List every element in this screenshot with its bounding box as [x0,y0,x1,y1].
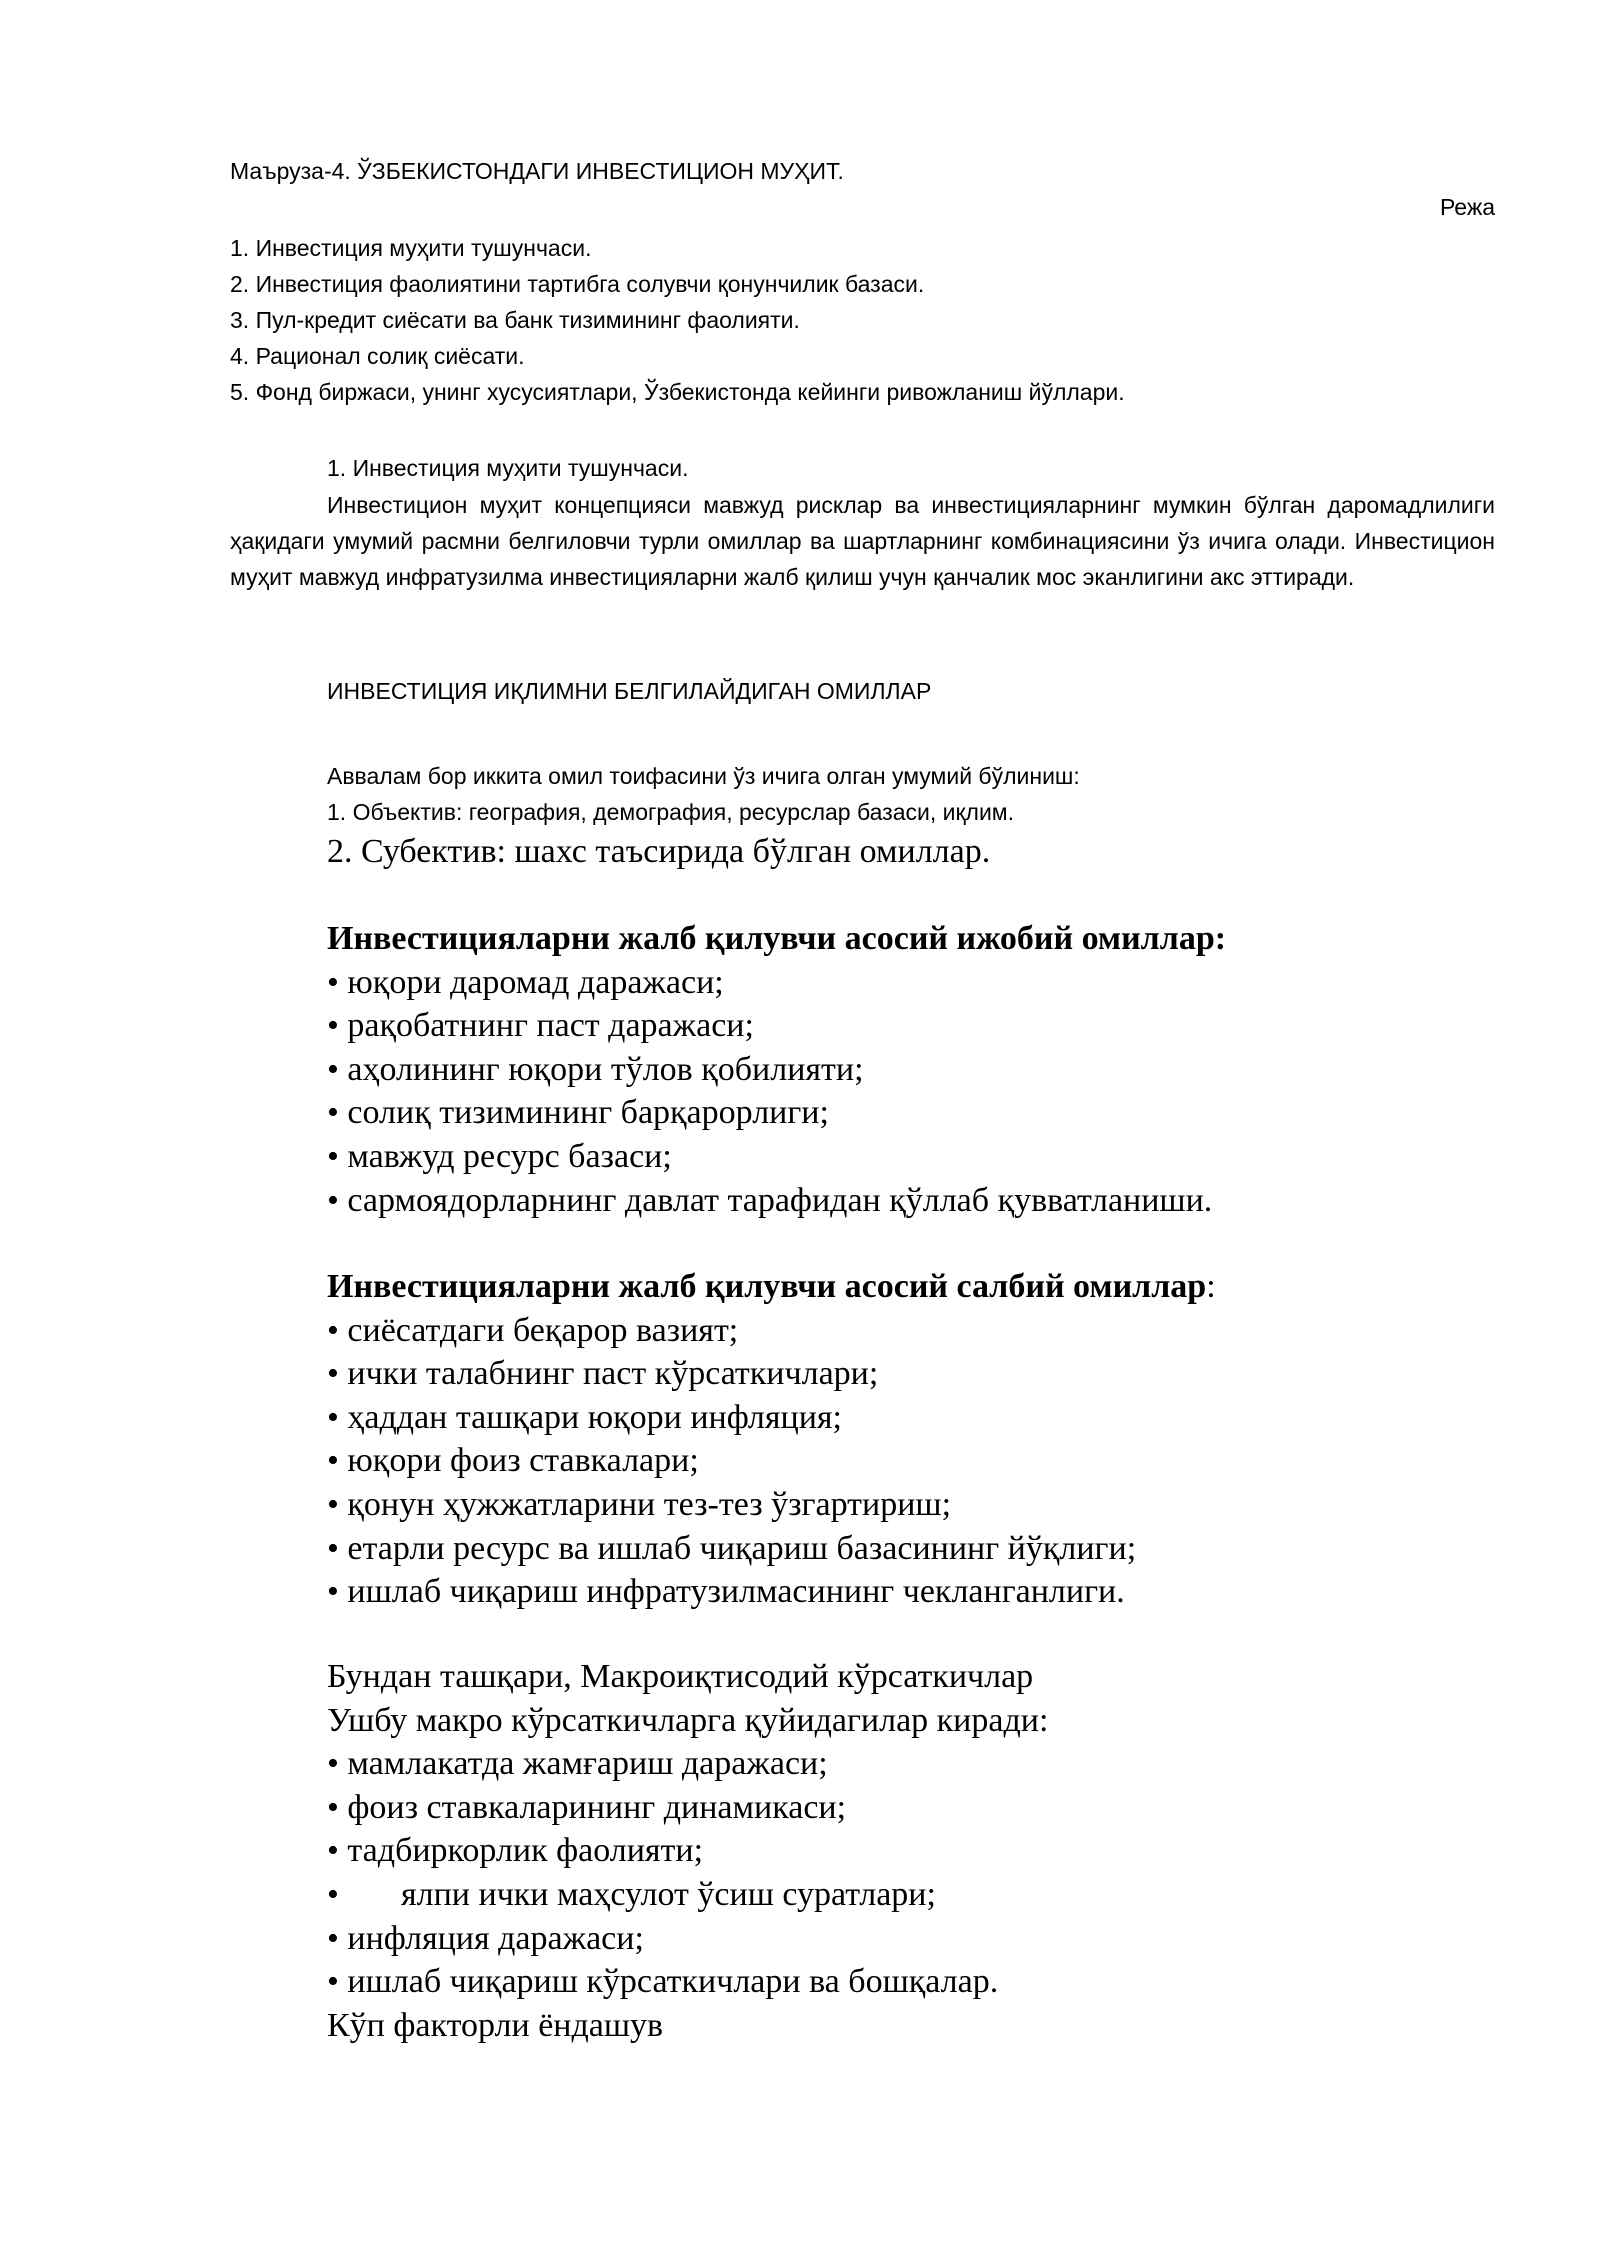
list-item: • ҳаддан ташқари юқори инфляция; [327,1398,842,1436]
negative-heading-line [327,1265,1216,1309]
list-item: • мамлакатда жамғариш даражаси; [327,1745,828,1783]
positive-heading: Инвестицияларни жалб қилувчи асосий ижобий омиллар: [327,920,1227,957]
bullet: • [327,1875,339,1913]
intro-paragraph: Инвестицион муҳит концепцияси мавжуд рисклар ва инвестицияларнинг мумкин бўлган даромадлилиги ҳақидаги умумий расмни белгиловчи турли омиллар ва шартларнинг комбинациясини ўз ичига олади. Инвестицион муҳит мавжуд инфратузилма инвестицияларни жалб қилиш учун қанчалик мос эканлигини акс эттиради. [230,492,1495,590]
subjective-line: 2. Субектив: шахс таъсирида бўлган омиллар. [327,833,991,870]
section-heading: 1. Инвестиция муҳити тушунчаси. [327,455,689,481]
list-item: • юқори даромад даражаси; [327,963,724,1001]
list-item: • ички талабнинг паст кўрсаткичлари; [327,1355,879,1393]
list-item-text: ялпи ички маҳсулот ўсиш суратлари; [401,1875,936,1913]
macro-indicators [327,1655,1048,2047]
plan-item: 1. Инвестиция муҳити тушунчаси. [230,235,592,261]
lecture-title: Маъруза-4. ЎЗБЕКИСТОНДАГИ ИНВЕСТИЦИОН МУҲИТ. [230,158,844,184]
list-item: • рақобатнинг паст даражаси; [327,1007,754,1045]
list-item-tabbed [327,1873,1048,1917]
list-item: • етарли ресурс ва ишлаб чиқариш базасининг йўқлиги; [327,1529,1137,1567]
list-item: • солиқ тизимининг барқарорлиги; [327,1094,829,1132]
list-item: • мавжуд ресурс базаси; [327,1137,672,1175]
plan-label: Режа [1439,194,1495,220]
plan-item: 3. Пул-кредит сиёсати ва банк тизимининг фаолияти. [230,307,800,333]
negative-heading-colon: : [1206,1268,1216,1305]
macro-intro-line: Ушбу макро кўрсаткичларга қуйидагилар киради: [327,1701,1049,1739]
list-item: • сиёсатдаги беқарор вазият; [327,1311,739,1349]
division-block [327,758,1080,830]
plan-item: 5. Фонд биржаси, унинг хусусиятлари, Ўзбекистонда кейинги ривожланиш йўллари. [230,379,1125,405]
list-item: • юқори фоиз ставкалари; [327,1442,699,1480]
list-item: • фоиз ставкаларининг динамикаси; [327,1788,847,1826]
list-item: • қонун ҳужжатларини тез-тез ўзгартириш; [327,1485,952,1523]
closing-line: Кўп факторли ёндашув [327,2006,664,2044]
negative-heading: Инвестицияларни жалб қилувчи асосий салбий омиллар [327,1268,1207,1305]
list-item: • инфляция даражаси; [327,1919,644,1957]
list-item: • аҳолининг юқори тўлов қобилияти; [327,1050,864,1088]
plan-list [230,230,1125,410]
list-item: • тадбиркорлик фаолияти; [327,1832,704,1870]
macro-intro-line: Бундан ташқари, Макроиқтисодий кўрсаткичлар [327,1658,1034,1695]
division-line: 1. Объектив: география, демография, ресурслар базаси, иқлим. [327,799,1015,825]
plan-item: 2. Инвестиция фаолиятини тартибга солувчи қонунчилик базаси. [230,271,925,297]
list-item: • ишлаб чиқариш кўрсаткичлари ва бошқалар. [327,1963,999,2001]
negative-factors [327,1265,1216,1614]
list-item: • ишлаб чиқариш инфратузилмасининг чекланганлиги. [327,1573,1125,1611]
division-line: Аввалам бор иккита омил тоифасини ўз ичига олган умумий бўлиниш: [327,763,1080,789]
plan-item: 4. Рационал солиқ сиёсати. [230,343,525,369]
list-item: • сармоядорларнинг давлат тарафидан қўллаб қувватланиши. [327,1181,1213,1219]
factors-heading: ИНВЕСТИЦИЯ ИҚЛИМНИ БЕЛГИЛАЙДИГАН ОМИЛЛАР [327,678,932,704]
positive-factors [327,917,1226,1222]
